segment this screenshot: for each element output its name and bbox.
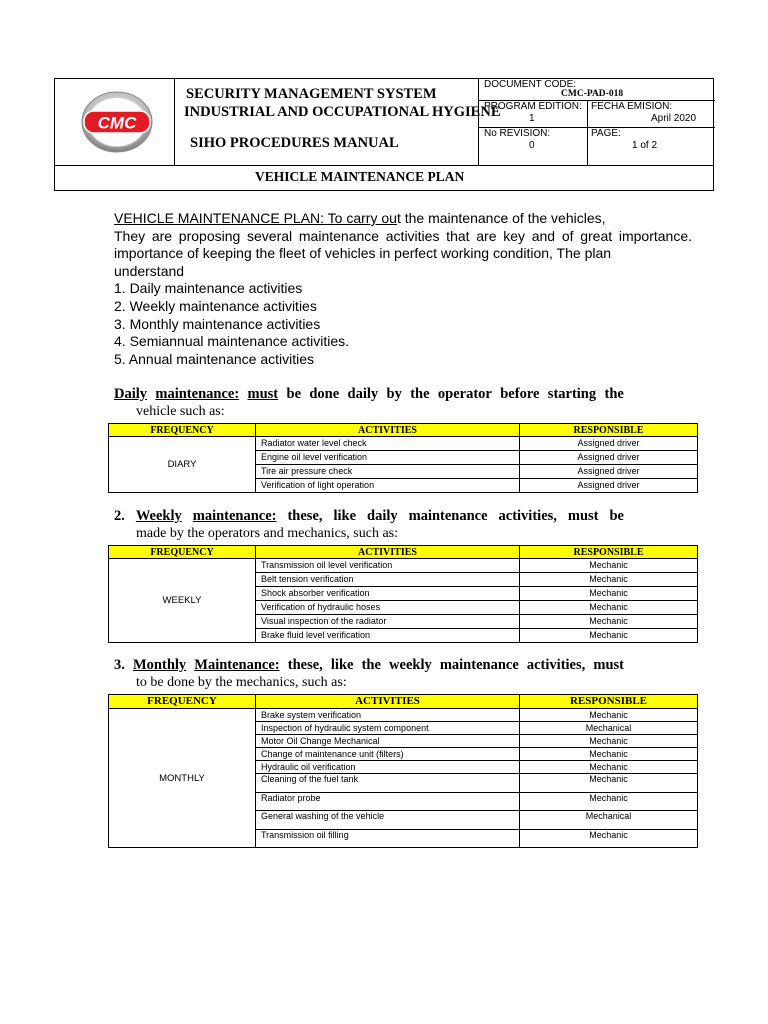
daily-section-heading <box>114 386 624 420</box>
heading-word: maintenance: <box>192 508 277 524</box>
heading-word: starting <box>547 386 597 402</box>
heading-word: Monthly <box>132 657 187 673</box>
responsible-cell: Assigned driver <box>520 437 698 451</box>
activity-cell: Visual inspection of the radiator <box>256 615 520 629</box>
manual-title: SIHO PROCEDURES MANUAL <box>190 135 399 151</box>
activity-cell: Motor Oil Change Mechanical <box>256 735 520 748</box>
daily-heading-line <box>114 386 624 403</box>
doc-code-row <box>479 79 715 101</box>
revision-label: No REVISION: <box>484 128 551 139</box>
responsible-cell: Mechanic <box>520 709 698 722</box>
activity-cell: Radiator probe <box>256 793 520 811</box>
doc-code-label: DOCUMENT CODE: <box>484 79 577 90</box>
heading-word: these, <box>287 508 323 524</box>
activity-cell: Change of maintenance unit (filters) <box>256 748 520 761</box>
responsible-cell: Mechanic <box>520 774 698 793</box>
title-cell <box>175 79 501 165</box>
table-header-row <box>109 695 698 709</box>
heading-word: maintenance: <box>155 386 240 402</box>
heading-word: be <box>286 386 301 402</box>
activity-cell: Radiator water level check <box>256 437 520 451</box>
list-item: 3. Monthly maintenance activities <box>114 315 321 332</box>
heading-word: 3. <box>114 657 125 673</box>
heading-word: maintenance <box>408 508 488 524</box>
activities-header: ACTIVITIES <box>256 424 520 437</box>
heading-word: before <box>500 386 540 402</box>
responsible-cell: Mechanic <box>520 629 698 643</box>
table-row <box>109 709 698 722</box>
intro-line-2: They are proposing several maintenance activities that are key and of great importance. <box>114 227 692 244</box>
heading-word: daily <box>347 386 379 402</box>
responsible-header: RESPONSIBLE <box>520 424 698 437</box>
activity-cell: Hydraulic oil verification <box>256 761 520 774</box>
responsible-cell: Mechanic <box>520 761 698 774</box>
heading-word: operator <box>437 386 492 402</box>
responsible-cell: Assigned driver <box>520 465 698 479</box>
activity-cell: Cleaning of the fuel tank <box>256 774 520 793</box>
plan-title-row <box>55 165 713 191</box>
activities-header: ACTIVITIES <box>256 695 520 709</box>
activity-cell: Verification of hydraulic hoses <box>256 601 520 615</box>
activity-cell: Transmission oil level verification <box>256 559 520 573</box>
weekly-heading-line-2: made by the operators and mechanics, such as: <box>136 526 399 541</box>
list-item: 5. Annual maintenance activities <box>114 350 315 367</box>
heading-word: Weekly <box>135 508 182 524</box>
logo-cell <box>55 79 175 165</box>
frequency-header: FREQUENCY <box>109 695 256 709</box>
program-edition-value: 1 <box>529 113 535 124</box>
responsible-cell: Mechanic <box>520 735 698 748</box>
fecha-label: FECHA EMISION: <box>591 101 673 112</box>
activity-cell: Belt tension verification <box>256 573 520 587</box>
heading-word: by <box>386 386 402 402</box>
activity-cell: Inspection of hydraulic system component <box>256 722 520 735</box>
fecha-value: April 2020 <box>651 113 697 124</box>
system-title: SECURITY MANAGEMENT SYSTEM <box>186 86 437 102</box>
page-label: PAGE: <box>591 128 621 139</box>
responsible-cell: Mechanic <box>520 559 698 573</box>
frequency-header: FREQUENCY <box>109 546 256 559</box>
monthly-table <box>108 694 698 848</box>
edition-row <box>479 101 715 128</box>
heading-word: must <box>247 386 279 402</box>
heading-word: must <box>593 657 624 673</box>
responsible-header: RESPONSIBLE <box>520 695 698 709</box>
revision-value: 0 <box>529 140 535 151</box>
heading-word: Daily <box>114 386 148 402</box>
list-item: 4. Semiannual maintenance activities. <box>114 333 350 350</box>
responsible-cell: Mechanic <box>520 615 698 629</box>
list-item: 2. Weekly maintenance activities <box>114 297 317 314</box>
intro-line-1 <box>114 210 692 228</box>
intro-text <box>114 210 692 368</box>
heading-word: activities, <box>498 508 557 524</box>
frequency-cell: MONTHLY <box>109 709 256 848</box>
activities-header: ACTIVITIES <box>256 546 520 559</box>
weekly-heading-line <box>114 508 624 525</box>
activity-cell: General washing of the vehicle <box>256 811 520 830</box>
heading-word: the <box>361 657 381 673</box>
responsible-cell: Mechanic <box>520 587 698 601</box>
activity-cell: Verification of light operation <box>256 479 520 493</box>
responsible-cell: Mechanic <box>520 830 698 848</box>
daily-heading-line-2: vehicle such as: <box>136 404 225 419</box>
monthly-heading-line-2: to be done by the mechanics, such as: <box>136 675 347 690</box>
responsible-cell: Assigned driver <box>520 479 698 493</box>
activity-list <box>114 280 692 368</box>
heading-word: 2. <box>114 508 125 524</box>
responsible-cell: Mechanical <box>520 811 698 830</box>
activity-cell: Engine oil level verification <box>256 451 520 465</box>
document-meta <box>479 79 715 165</box>
responsible-cell: Mechanic <box>520 748 698 761</box>
heading-word: Maintenance: <box>194 657 280 673</box>
heading-word: the <box>410 386 430 402</box>
activity-cell: Transmission oil filling <box>256 830 520 848</box>
heading-word: like <box>330 657 354 673</box>
weekly-section-heading <box>114 508 624 542</box>
monthly-section-heading <box>114 657 624 691</box>
logo-text: CMC <box>97 113 137 133</box>
activity-cell: Brake fluid level verification <box>256 629 520 643</box>
daily-table <box>108 423 698 493</box>
cmc-logo <box>81 91 153 153</box>
frequency-cell: DIARY <box>109 437 256 493</box>
responsible-cell: Mechanic <box>520 601 698 615</box>
table-header-row <box>109 546 698 559</box>
responsible-header: RESPONSIBLE <box>520 546 698 559</box>
page-value: 1 of 2 <box>632 140 658 151</box>
intro-line-3: importance of keeping the fleet of vehicles in perfect working condition, The plan <box>114 245 612 262</box>
heading-word: be <box>609 508 624 524</box>
responsible-cell: Assigned driver <box>520 451 698 465</box>
heading-word: weekly <box>389 657 432 673</box>
activity-cell: Tire air pressure check <box>256 465 520 479</box>
intro-line-4: understand <box>114 262 185 279</box>
frequency-header: FREQUENCY <box>109 424 256 437</box>
frequency-cell: WEEKLY <box>109 559 256 643</box>
responsible-cell: Mechanic <box>520 573 698 587</box>
heading-word: maintenance <box>439 657 519 673</box>
activity-cell: Shock absorber verification <box>256 587 520 601</box>
table-row <box>109 559 698 573</box>
doc-code-value: CMC-PAD-018 <box>561 89 624 99</box>
heading-word: like <box>333 508 357 524</box>
heading-word: done <box>309 386 340 402</box>
program-edition-label: PROGRAM EDITION: <box>484 101 582 112</box>
heading-word: activities, <box>526 657 586 673</box>
document-header <box>54 78 714 191</box>
weekly-table <box>108 545 698 643</box>
revision-row <box>479 128 715 165</box>
heading-word: these, <box>287 657 323 673</box>
responsible-cell: Mechanic <box>520 793 698 811</box>
heading-word: must <box>567 508 599 524</box>
hygiene-title: INDUSTRIAL AND OCCUPATIONAL HYGIENE <box>184 104 501 120</box>
plan-title: VEHICLE MAINTENANCE PLAN <box>255 169 465 184</box>
intro-underlined: VEHICLE MAINTENANCE PLAN: To carry ou <box>114 210 397 226</box>
activity-cell: Brake system verification <box>256 709 520 722</box>
list-item: 1. Daily maintenance activities <box>114 280 303 297</box>
intro-line-1-rest: t the maintenance of the vehicles, <box>396 210 606 226</box>
responsible-cell: Mechanical <box>520 722 698 735</box>
heading-word: daily <box>367 508 398 524</box>
table-row <box>109 437 698 451</box>
monthly-heading-line <box>114 657 624 674</box>
table-header-row <box>109 424 698 437</box>
heading-word: the <box>604 386 624 402</box>
